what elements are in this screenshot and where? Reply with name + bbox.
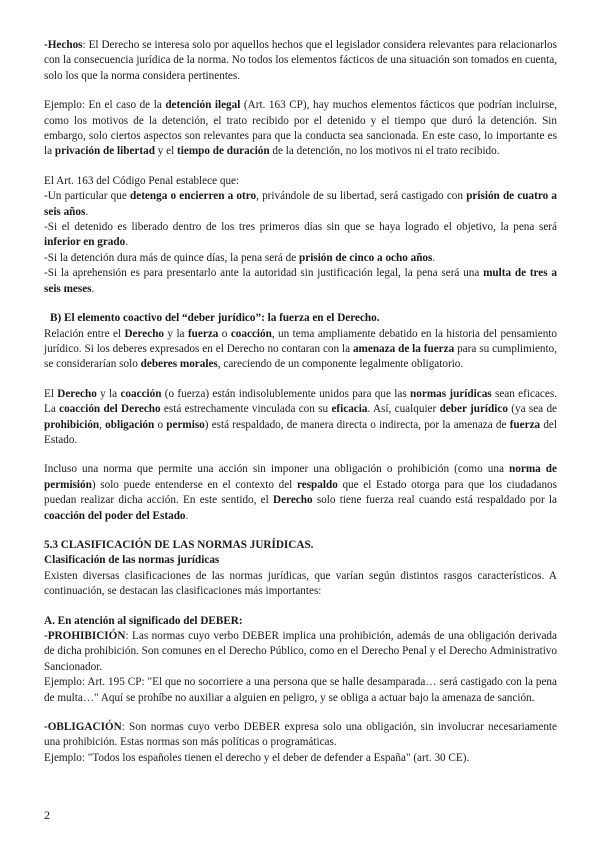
paragraph-prohibicion: -PROHIBICIÓN: Las normas cuyo verbo DEBER implica una prohibición, además de una obligación derivada de dicha prohibición. Son comunes en el Derecho Público, como en el Derecho Penal y el Derecho Administrativo Sancionador. — [44, 630, 557, 673]
paragraph-hechos: -Hechos: El Derecho se interesa solo por aquellos hechos que el legislador considera relevantes para relacionarlos con la consecuencia jurídica de la norma. No todos los elementos fácticos de una situación son tomados en cuenta, solo los que la norma considera pertinentes. — [44, 39, 557, 82]
page-number: 2 — [44, 808, 50, 822]
paragraph-ejemplo-detencion: Ejemplo: En el caso de la detención ilegal (Art. 163 CP), hay muchos elementos fácticos que podrían incluirse, como los motivos de la detención, el trato recibido por el detenido y el tiempo que duró la detención. Sin embargo, solo ciertos aspectos son relevantes para que la conducta sea sancionada. En este caso, lo importante es la privación de libertad y el tiempo de duración de la detención, no los motivos ni el trato recibido. — [44, 99, 558, 158]
article-163-item: -Un particular que detenga o encierren a otro, privándole de su libertad, será castigado con prisión de cuatro a seis años. — [44, 190, 557, 218]
article-163-item: -Si el detenido es liberado dentro de los tres primeros días sin que se haya logrado el objetivo, la pena será inferior en grado. — [44, 221, 557, 249]
document-body — [44, 38, 557, 766]
paragraph-coaccion: El Derecho y la coacción (o fuerza) están indisolublemente unidos para que las normas jurídicas sean eficaces. La coacción del Derecho está estrechamente vinculada con su eficacia. Así, cualquier deber jurídico (ya sea de prohibición, obligación o permiso) está respaldado, de manera directa o indirecta, por la amenaza de fuerza del Estado. — [44, 387, 558, 446]
paragraph-clasificaciones: Existen diversas clasificaciones de las normas jurídicas, que varían según distintos rasgos característicos. A continuación, se destacan las clasificaciones más importantes: — [44, 569, 557, 598]
section-heading-5-3: 5.3 CLASIFICACIÓN DE LAS NORMAS JURÍDICAS. — [44, 538, 314, 551]
section-heading-b: B) El elemento coactivo del “deber jurídico”: la fuerza en el Derecho. — [50, 312, 380, 325]
section-heading-a: A. En atención al significado del DEBER: — [44, 614, 243, 627]
example-prohibicion: Ejemplo: Art. 195 CP: "El que no socorriere a una persona que se halle desamparada… será castigado con la pena de multa…" Aquí se prohíbe no auxiliar a alguien en peligro, y se obliga a actuar bajo la amenaza de sanción. — [44, 676, 557, 704]
paragraph-permision: Incluso una norma que permite una acción sin imponer una obligación o prohibición (como una norma de permisión) solo puede entenderse en el contexto del respaldo que el Estado otorga para que los ciudadanos puedan realizar dicha acción. En este sentido, el Derecho solo tiene fuerza real cuando está respaldado por la coacción del poder del Estado. — [44, 463, 558, 522]
paragraph-derecho-fuerza: Relación entre el Derecho y la fuerza o coacción, un tema ampliamente debatido en la historia del pensamiento jurídico. Si los deberes expresados en el Derecho no contaran con la amenaza de la fuerza para su cumplimiento, se considerarían solo deberes morales, careciendo de un componente legalmente obligatorio. — [44, 327, 558, 371]
article-163-intro: El Art. 163 del Código Penal establece que: — [44, 174, 240, 187]
example-obligacion: Ejemplo: "Todos los españoles tienen el derecho y el deber de defender a España" (art. 30 CE). — [44, 751, 470, 764]
subheading-clasificacion: Clasificación de las normas jurídicas — [44, 554, 220, 567]
paragraph-obligacion: -OBLIGACIÓN: Son normas cuyo verbo DEBER expresa solo una obligación, sin involucrar necesariamente una prohibición. Estas normas son más políticas o programáticas. — [44, 721, 557, 749]
article-163-item: -Si la detención dura más de quince días, la pena será de prisión de cinco a ocho años. — [44, 251, 436, 264]
article-163-item: -Si la aprehensión es para presentarlo ante la autoridad sin justificación legal, la pena será una multa de tres a seis meses. — [44, 267, 558, 295]
